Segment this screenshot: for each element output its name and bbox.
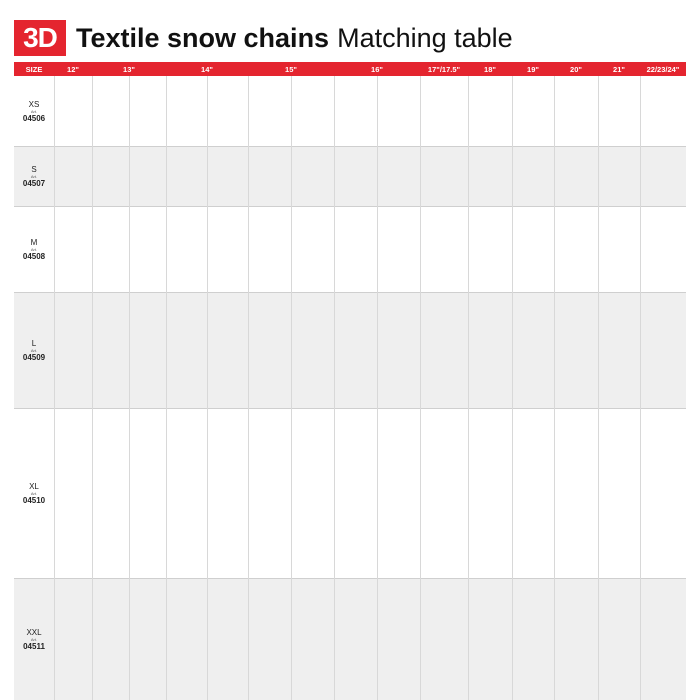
- row-divider: [14, 146, 686, 147]
- column-header-16: 16": [371, 64, 383, 74]
- column-divider: [554, 76, 555, 700]
- column-divider: [166, 76, 167, 700]
- column-divider: [598, 76, 599, 700]
- column-divider: [207, 76, 208, 700]
- size-label: XXL: [26, 627, 42, 637]
- column-divider: [420, 76, 421, 700]
- column-divider: [468, 76, 469, 700]
- column-divider: [377, 76, 378, 700]
- row-divider: [14, 292, 686, 293]
- table-row: [14, 408, 686, 578]
- brand-badge: 3D: [14, 20, 66, 56]
- size-cell: [14, 408, 54, 578]
- column-divider: [92, 76, 93, 700]
- size-cell: [14, 292, 54, 408]
- size-label: M: [30, 237, 38, 247]
- page-title: Textile snow chains: [76, 22, 330, 53]
- article-code: 04510: [22, 495, 46, 505]
- table-row: [14, 578, 686, 700]
- column-header-13: 13": [123, 64, 135, 74]
- size-cell: [14, 206, 54, 292]
- column-header-22-24: 22/23/24": [646, 64, 680, 74]
- art-label: Art.: [30, 108, 38, 114]
- article-code: 04509: [22, 352, 46, 362]
- column-header-17: 17"/17.5": [427, 64, 461, 74]
- table-row: [14, 292, 686, 408]
- article-code: 04507: [22, 178, 46, 188]
- size-label: L: [31, 338, 37, 348]
- page-header: [14, 20, 513, 56]
- row-divider: [14, 408, 686, 409]
- art-label: Art.: [30, 636, 38, 642]
- size-cell: [14, 146, 54, 206]
- art-label: Art.: [30, 347, 38, 353]
- column-header-size: SIZE: [25, 64, 43, 74]
- column-divider: [291, 76, 292, 700]
- column-divider: [248, 76, 249, 700]
- column-divider: [334, 76, 335, 700]
- art-label: Art.: [30, 173, 38, 179]
- column-header-18: 18": [484, 64, 496, 74]
- page-subtitle: Matching table: [337, 22, 513, 53]
- article-code: 04508: [22, 251, 46, 261]
- size-label: XL: [29, 481, 39, 491]
- art-label: Art.: [30, 246, 38, 252]
- table-row: [14, 146, 686, 206]
- table-row: [14, 206, 686, 292]
- column-divider: [129, 76, 130, 700]
- column-header-20: 20": [570, 64, 582, 74]
- art-label: Art.: [30, 490, 38, 496]
- column-header-15: 15": [285, 64, 297, 74]
- column-header-21: 21": [613, 64, 625, 74]
- article-code: 04506: [22, 113, 46, 123]
- size-cell: [14, 76, 54, 146]
- table-header-row: [14, 62, 686, 76]
- matching-table: [14, 62, 686, 700]
- column-divider: [512, 76, 513, 700]
- size-label: S: [31, 164, 37, 174]
- row-divider: [14, 578, 686, 579]
- column-header-14: 14": [201, 64, 213, 74]
- size-label: XS: [28, 99, 40, 109]
- column-header-19: 19": [527, 64, 539, 74]
- article-code: 04511: [23, 641, 45, 651]
- column-header-12: 12": [67, 64, 79, 74]
- table-row: [14, 76, 686, 146]
- row-divider: [14, 206, 686, 207]
- column-divider: [640, 76, 641, 700]
- column-divider: [54, 76, 55, 700]
- size-cell: [14, 578, 54, 700]
